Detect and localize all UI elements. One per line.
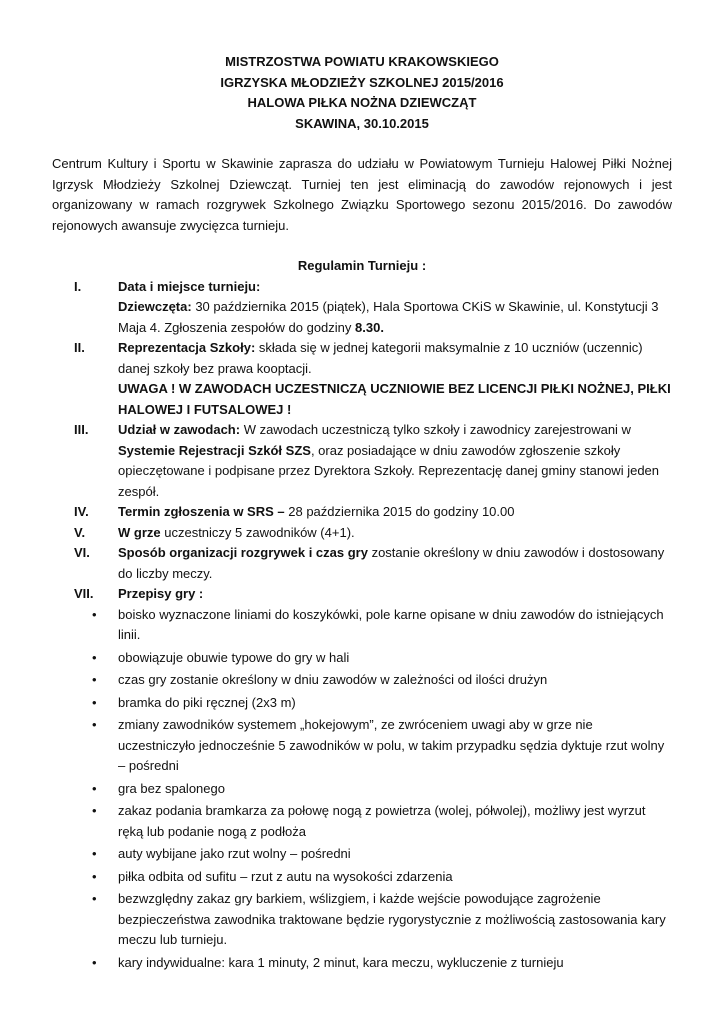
rule-text: auty wybijane jako rzut wolny – pośredni: [118, 846, 351, 861]
section-text: [118, 523, 672, 544]
list-item: [52, 648, 672, 669]
section-text: [118, 543, 672, 584]
bullet-icon: [92, 779, 97, 800]
section-body: W zawodach uczestniczą tylko szkoły i zawodnicy zarejestrowani w: [240, 422, 631, 437]
rule-text: piłka odbita od sufitu – rzut z autu na wysokości zdarzenia: [118, 868, 453, 884]
bullet-icon: [92, 715, 97, 736]
section-title: Udział w zawodach:: [118, 422, 241, 437]
section-title: Reprezentacja Szkoły:: [118, 340, 256, 355]
intro-paragraph: Centrum Kultury i Sportu w Skawinie zaprasza do udziału w Powiatowym Turnieju Halowej Piłki Nożnej Igrzysk Młodzieży Szkolnej Dziewcząt. Turniej ten jest eliminacją do zawodów rejonowych i jest organizowany w ramach rozgrywek Szkolnego Związku Sportowego sezonu 2015/2016. Do zawodów rejonowych awansuje zwycięzca turnieju.: [52, 156, 672, 233]
title-line-4: SKAWINA, 30.10.2015: [295, 115, 429, 131]
rule-text: zmiany zawodników systemem „hokejowym”, ze zwróceniem uwagi aby w grze nie uczestniczyło jednocześnie 5 zawodników w polu, w takim przypadku sędzia dyktuje rzut wolny – pośredni: [118, 717, 665, 773]
rule-text: gra bez spalonego: [118, 780, 225, 796]
section-6: [52, 543, 672, 584]
list-item: [52, 693, 672, 714]
list-item: [52, 801, 672, 842]
section-title: Termin zgłoszenia w SRS –: [118, 504, 285, 519]
section-title: Sposób organizacji rozgrywek i czas gry: [118, 545, 368, 560]
section-body: 28 października 2015 do godziny 10.00: [284, 504, 515, 519]
section-number: V.: [74, 524, 86, 540]
rule-text: bezwzględny zakaz gry barkiem, wślizgiem, i każde wejście powodujące zagrożenie bezpieczeństwa zawodnika traktowane będzie rygorystycznie z możliwością zastosowania kary meczu lub turnieju.: [118, 891, 666, 947]
section-number: VII.: [74, 586, 94, 601]
section-title: Data i miejsce turnieju:: [118, 278, 261, 294]
list-item: [52, 779, 672, 800]
rule-text: boisko wyznaczone liniami do koszykówki, pole karne opisane w dniu zawodów do istniejących linii.: [118, 606, 664, 642]
section-text: [118, 420, 672, 502]
list-item: [52, 867, 672, 888]
bullet-icon: [92, 693, 97, 714]
section-text: [118, 502, 672, 523]
list-item: [52, 715, 672, 777]
registration-time: 8.30.: [355, 319, 384, 335]
section-number: II.: [74, 340, 85, 355]
section-text: [118, 338, 672, 379]
section-title: Przepisy gry :: [118, 586, 204, 601]
section-title: W grze: [118, 524, 161, 540]
section-number: I.: [74, 278, 82, 294]
section-body-continued: , oraz posiadające w dniu zawodów zgłoszenie szkoły opieczętowane i podpisane przez Dyrektora Szkoły. Reprezentację danej gminy stanowi jeden zespół.: [118, 442, 660, 499]
list-item: [52, 844, 672, 865]
title-line-2: IGRZYSKA MŁODZIEŻY SZKOLNEJ 2015/2016: [220, 74, 504, 90]
section-number: VI.: [74, 545, 90, 560]
bullet-icon: [92, 801, 97, 822]
bullet-icon: [92, 953, 97, 974]
section-body: uczestniczy 5 zawodników (4+1).: [160, 524, 355, 540]
section-number: IV.: [74, 504, 89, 519]
rule-text: kary indywidualne: kara 1 minuty, 2 minut, kara meczu, wykluczenie z turnieju: [118, 954, 564, 970]
rule-text: bramka do piki ręcznej (2x3 m): [118, 694, 296, 710]
date-location-text: 30 października 2015 (piątek), Hala Sportowa CKiS w Skawinie, ul. Konstytucji 3 Maja 4. Zgłoszenia zespołów do godziny: [118, 299, 659, 335]
section-5: [52, 523, 672, 544]
document-title: [52, 52, 672, 134]
title-line-3: HALOWA PIŁKA NOŻNA DZIEWCZĄT: [247, 95, 477, 110]
rule-text: czas gry zostanie określony w dniu zawodów w zależności od ilości drużyn: [118, 672, 548, 687]
srs-system-name: Systemie Rejestracji Szkół SZS: [118, 442, 311, 458]
section-body: zostanie określony w dniu zawodów i dostosowany do liczby meczy.: [118, 545, 665, 581]
section-2: [52, 338, 672, 420]
bullet-icon: [92, 605, 97, 626]
list-item: [52, 889, 672, 951]
section-1: [52, 277, 672, 339]
list-item: [52, 953, 672, 974]
rule-text: obowiązuje obuwie typowe do gry w hali: [118, 649, 350, 665]
section-7: [52, 584, 672, 605]
bullet-icon: [92, 844, 97, 865]
rules-list: [52, 605, 672, 974]
bullet-icon: [92, 648, 97, 669]
rule-text: zakaz podania bramkarza za połowę nogą z powietrza (wolej, półwolej), możliwy jest wyrzut ręką lub podanie nogą z podłoża: [118, 803, 646, 839]
list-item: [52, 670, 672, 691]
section-3: [52, 420, 672, 502]
bullet-icon: [92, 867, 97, 888]
title-line-1: MISTRZOSTWA POWIATU KRAKOWSKIEGO: [225, 54, 499, 69]
category-label: Dziewczęta:: [118, 299, 192, 314]
section-4: [52, 502, 672, 523]
section-text: [118, 297, 672, 338]
bullet-icon: [92, 670, 97, 691]
list-item: [52, 605, 672, 646]
warning-text: UWAGA ! W ZAWODACH UCZESTNICZĄ UCZNIOWIE BEZ LICENCJI PIŁKI NOŻNEJ, PIŁKI HALOWEJ I FUTSALOWEJ !: [118, 381, 671, 417]
bullet-icon: [92, 889, 97, 910]
regulamin-heading: Regulamin Turnieju :: [297, 258, 427, 273]
section-number: III.: [74, 422, 89, 437]
section-body: składa się w jednej kategorii maksymalnie z 10 uczniów (uczennic) danej szkoły bez prawa kooptacji.: [118, 340, 643, 376]
